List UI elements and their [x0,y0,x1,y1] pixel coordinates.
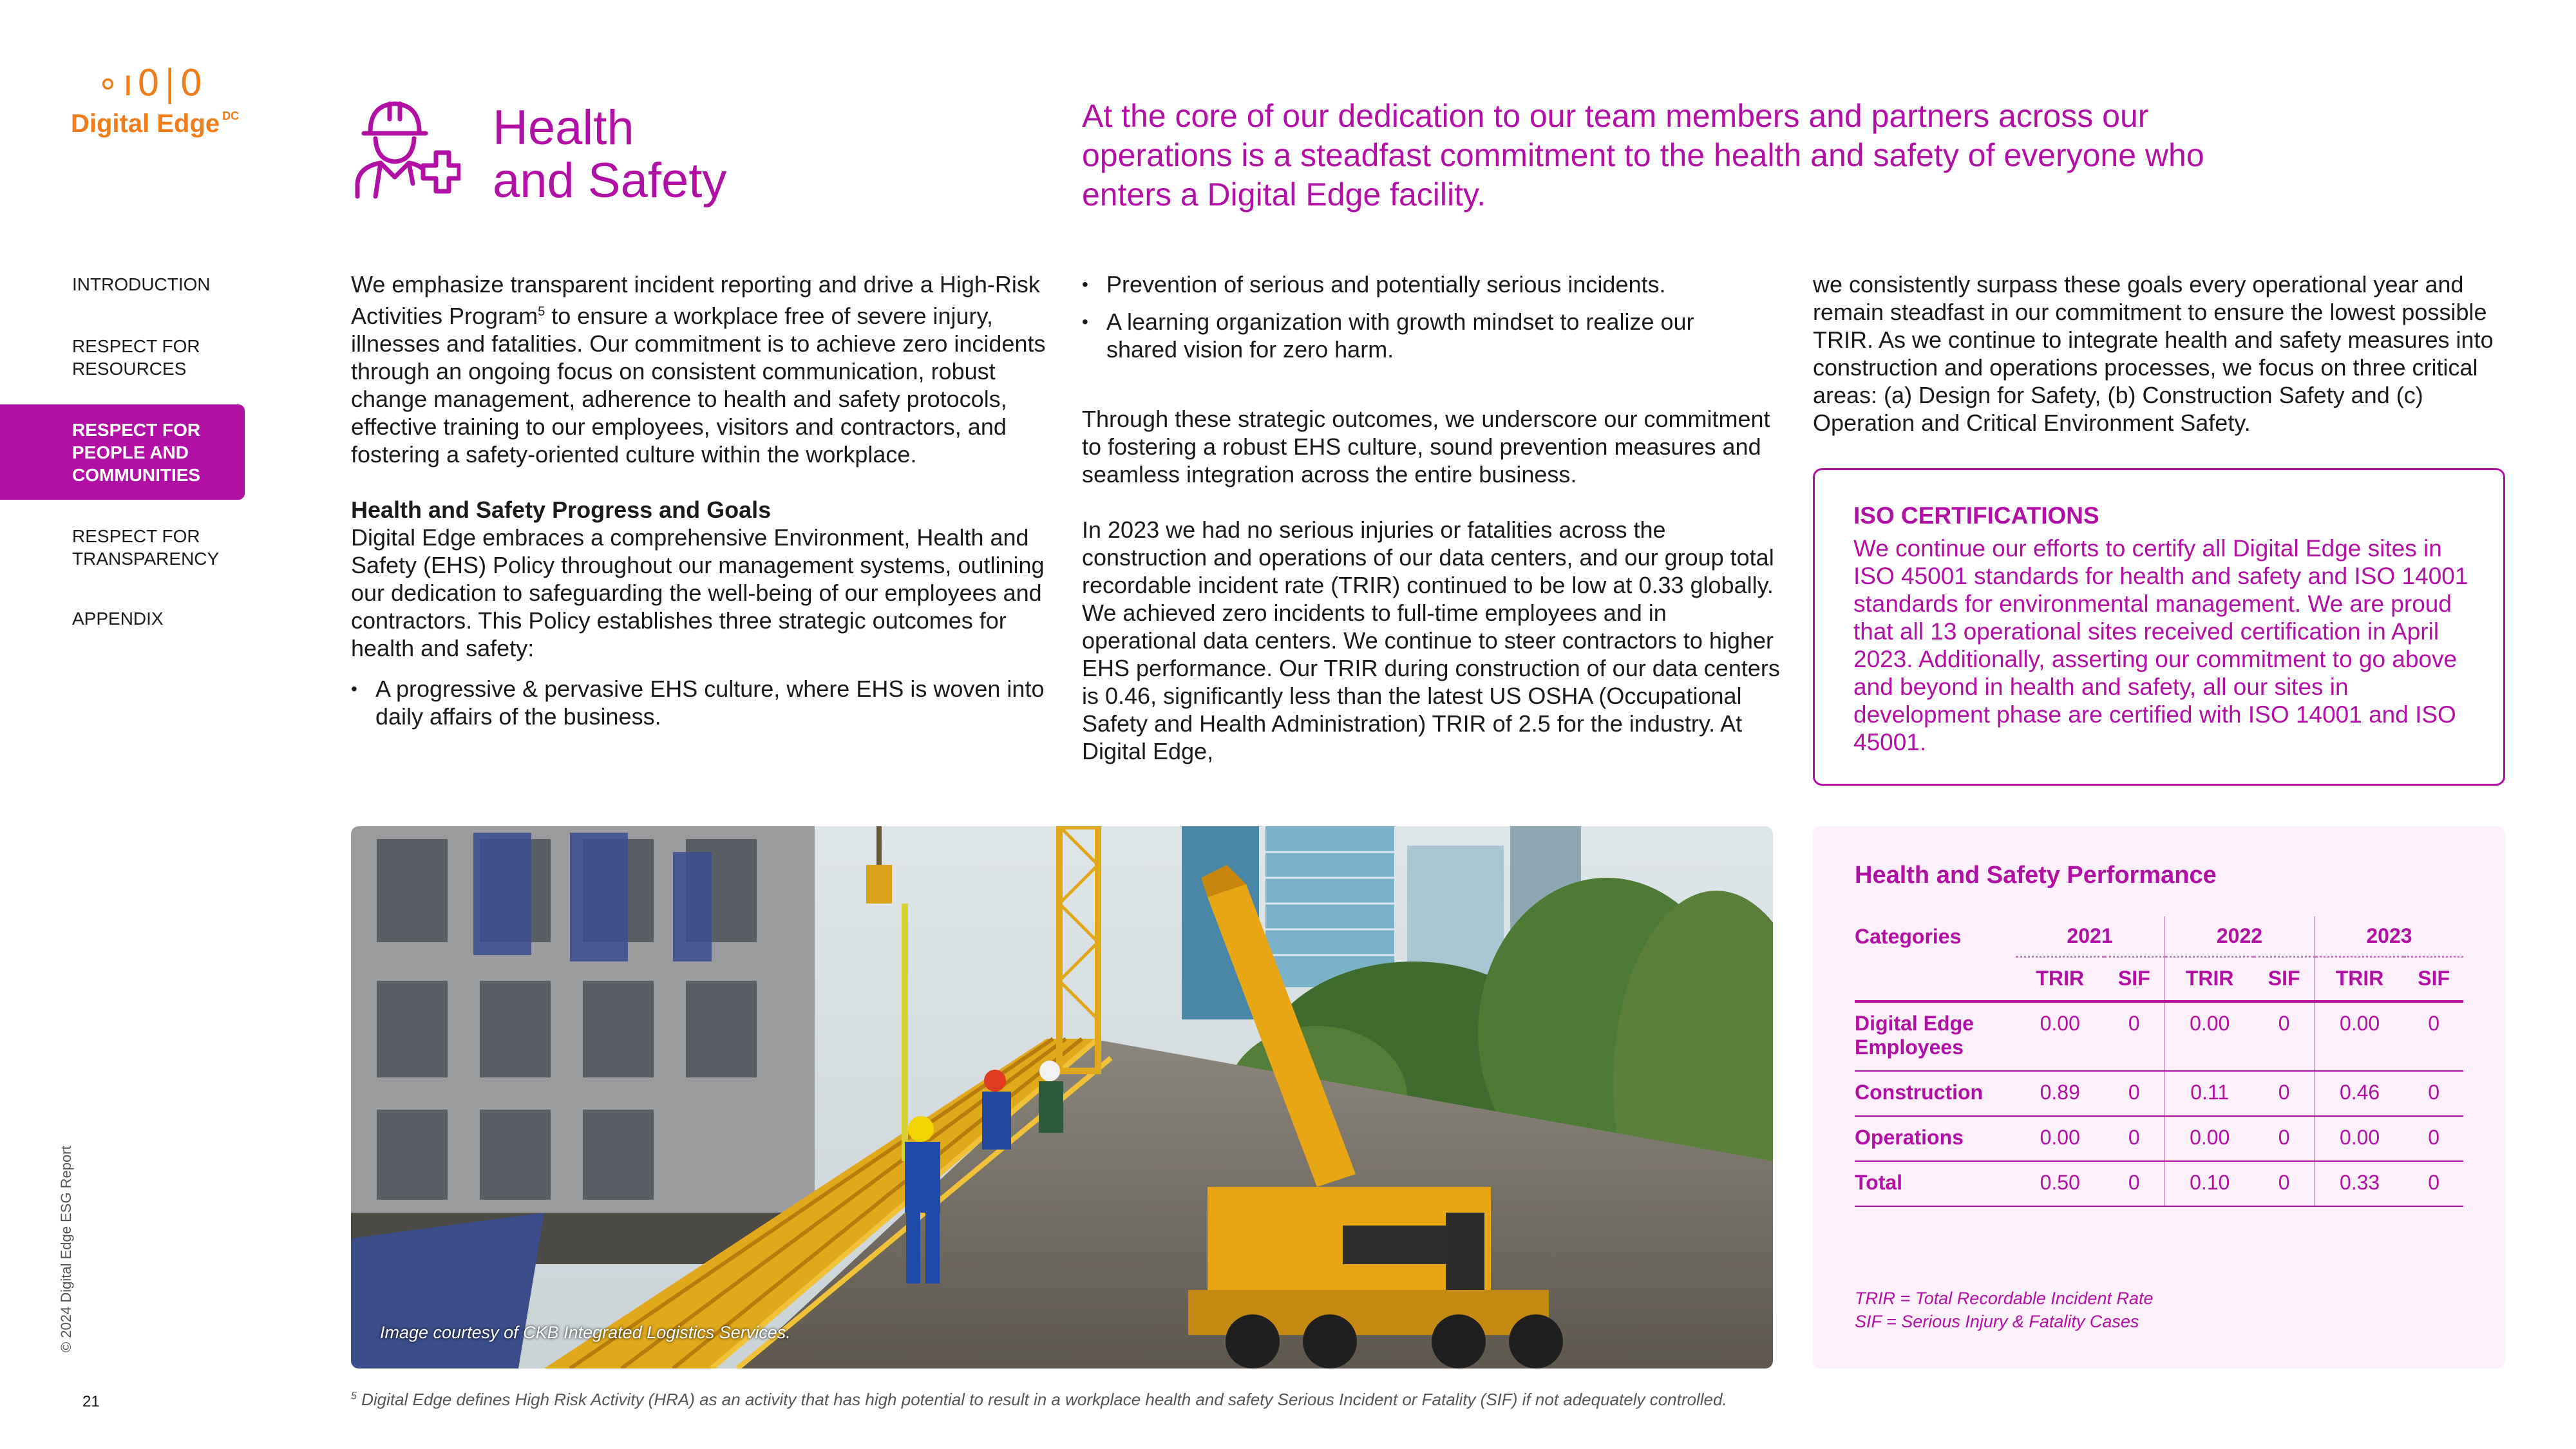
column-header-sif: SIF [2105,956,2165,1001]
table-cell: 0 [2404,1001,2463,1071]
paragraph-ehs-policy: Digital Edge embraces a comprehensive Environment, Health and Safety (EHS) Policy throughout our management systems, outlining our dedication to safeguarding the well-being of our employees and contractors. This Policy establishes three strategic outcomes for health and safety: [351,524,1045,661]
logo-wordmark [71,109,238,138]
column-header-sif: SIF [2404,956,2463,1001]
paragraph-critical-areas: we consistently surpass these goals every operational year and remain steadfast in our commitment to ensure the lowest possible TRIR. As we continue to integrate health and safety measures into construction and operations processes, we focus on three critical areas: (a) Design for Safety, (b) Construction Safety and (c) Operation and Critical Environment Safety. [1813,271,2494,436]
table-cell: 0.00 [2164,1116,2254,1161]
nav-item-appendix[interactable] [72,607,246,630]
table-cell: 0.11 [2164,1071,2254,1116]
table-cell: 0 [2404,1161,2463,1206]
photo-credit: Image courtesy of CKB Integrated Logistics Services. [380,1323,791,1342]
column-header-categories: Categories [1855,924,1962,948]
nav-item-label: RESPECT FOR PEOPLE AND COMMUNITIES [72,420,201,485]
column-header-2023: 2023 [2315,916,2463,956]
performance-table [1855,916,2463,1207]
iso-certifications-body: We continue our efforts to certify all Digital Edge sites in ISO 45001 standards for health and safety and ISO 14001 standards for environmental management. We are proud that all 13 operational sites received certification in April 2023. Additionally, asserting our commitment to go above and beyond in health and safety, all our sites in development phase are certified with ISO 14001 and ISO 45001. [1853,535,2468,755]
note-sif: SIF = Serious Injury & Fatality Cases [1855,1312,2139,1331]
table-cell: 0.46 [2315,1071,2404,1116]
logo-brand-sup: DC [222,109,240,122]
copyright-notice: © 2024 Digital Edge ESG Report [58,1146,74,1352]
body-column-3 [1813,270,2508,437]
table-cell: 0 [2404,1116,2463,1161]
table-cell: 0.00 [2164,1001,2254,1071]
nav-item-label: APPENDIX [72,609,164,629]
table-cell: 0.50 [2016,1161,2105,1206]
nav-item-respect-for-resources[interactable] [72,335,220,380]
paragraph-strategic-outcomes: Through these strategic outcomes, we underscore our commitment to fostering a robust EHS culture, sound prevention measures and seamless integration across the entire business. [1082,406,1770,488]
paragraph-commitment-text: We emphasize transparent incident reporting and drive a High-Risk Activities Program [351,271,1040,329]
nav-item-label: INTRODUCTION [72,274,211,294]
table-header-years [1855,916,2463,956]
footnote-text: Digital Edge defines High Risk Activity (HRA) as an activity that has high potential to result in a workplace health and safety Serious Incident or Fatality (SIF) if not adequately controlled. [356,1390,1727,1409]
row-label: Construction [1855,1071,2016,1116]
subheading-progress-goals: Health and Safety Progress and Goals [351,497,772,523]
column-header-2022: 2022 [2164,916,2315,956]
table-cell: 0 [2254,1001,2315,1071]
table-cell: 0 [2254,1161,2315,1206]
body-column-2 [1082,270,1784,765]
table-row [1855,1071,2463,1116]
row-label: Total [1855,1161,2016,1206]
footnote-number: 5 [351,1390,357,1402]
table-cell: 0 [2105,1071,2165,1116]
construction-site-photo [351,826,1773,1368]
bullet-learning-organization: • A learning organization with growth mindset to realize our shared vision for zero harm. [1082,308,1726,363]
health-safety-performance-panel [1813,826,2505,1368]
column-header-trir: TRIR [2016,956,2105,1001]
table-cell: 0.00 [2016,1116,2105,1161]
table-row [1855,1001,2463,1071]
column-header-trir: TRIR [2164,956,2254,1001]
table-cell: 0 [2254,1071,2315,1116]
page-title [493,102,879,207]
footnote-ref: 5 [538,305,545,319]
logo-brand-name: Digital Edge [71,109,220,138]
nav-item-label: RESPECT FOR TRANSPARENCY [72,526,220,569]
footnote [351,1390,1832,1410]
column-header-sif: SIF [2254,956,2315,1001]
table-row [1855,1116,2463,1161]
paragraph-2023-performance: In 2023 we had no serious injuries or fatalities across the construction and operations of our data centers, and our group total recordable incident rate (TRIR) continued to be low at 0.33 globally. We achieved zero incidents to full-time employees and in operational data centers. We continue to steer contractors to higher EHS performance. Our TRIR during construction of our data centers is 0.46, significantly less than the latest US OSHA (Occupational Safety and Health Administration) TRIR of 2.5 for the industry. At Digital Edge, [1082,516,1780,764]
paragraph-commitment-rest: to ensure a workplace free of severe injury, illnesses and fatalities. Our commitment is to achieve zero incidents through an ongoing focus on consistent communication, robust change management, adherence to health and safety protocols, effective training to our employees, visitors and contractors, and fostering a safety-oriented culture within the workplace. [351,303,1046,468]
performance-notes [1855,1287,2154,1333]
digital-edge-logo[interactable] [71,64,238,155]
page-number: 21 [82,1393,100,1410]
nav-item-respect-for-transparency[interactable] [72,525,227,570]
iso-certifications-box [1813,468,2505,786]
nav-item-introduction[interactable] [72,273,246,296]
note-trir: TRIR = Total Recordable Incident Rate [1855,1289,2154,1308]
table-header-metrics [1855,956,2463,1001]
table-cell: 0.89 [2016,1071,2105,1116]
table-cell: 0 [2105,1116,2165,1161]
iso-certifications-title: ISO CERTIFICATIONS [1853,502,2099,529]
table-cell: 0.00 [2315,1116,2404,1161]
table-row [1855,1161,2463,1206]
paragraph-commitment [351,270,1053,468]
body-column-1 [351,270,1053,740]
intro-statement: At the core of our dedication to our team members and partners across our operations is a steadfast commitment to the health and safety of everyone who enters a Digital Edge facility. [1082,98,2204,213]
table-cell: 0 [2105,1161,2165,1206]
column-header-2021: 2021 [2016,916,2164,956]
row-label: Digital Edge Employees [1855,1001,2016,1071]
nav-item-label: RESPECT FOR RESOURCES [72,336,200,379]
bullet-ehs-culture: • A progressive & pervasive EHS culture, where EHS is woven into daily affairs of the business. [351,675,1053,730]
table-cell: 0 [2254,1116,2315,1161]
bullet-prevention: • Prevention of serious and potentially serious incidents. [1082,270,1726,298]
table-cell: 0.10 [2164,1161,2254,1206]
construction-site-illustration [351,826,1773,1368]
worker-health-plus-icon [351,93,460,200]
page-title-line1: Health [493,100,634,155]
table-cell: 0.00 [2016,1001,2105,1071]
table-cell: 0 [2404,1071,2463,1116]
logo-mark: ∘ı0|0 [97,62,207,104]
row-label: Operations [1855,1116,2016,1161]
table-cell: 0 [2105,1001,2165,1071]
column-header-trir: TRIR [2315,956,2404,1001]
performance-title: Health and Safety Performance [1855,862,2217,889]
table-cell: 0.00 [2315,1001,2404,1071]
nav-item-respect-for-people-and-communities[interactable] [0,404,245,500]
page-title-line2: and Safety [493,153,727,208]
table-cell: 0.33 [2315,1161,2404,1206]
